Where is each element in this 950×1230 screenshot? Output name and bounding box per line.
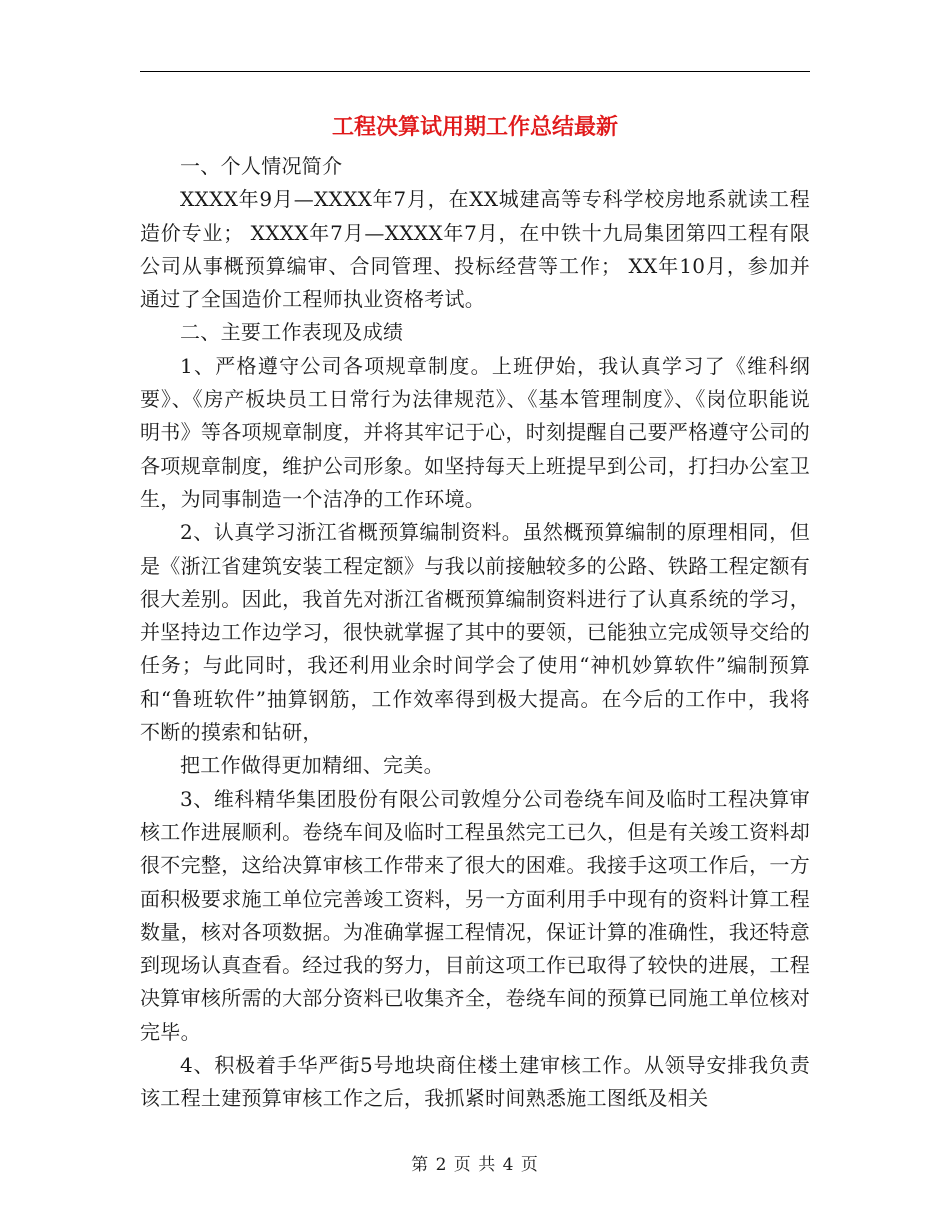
paragraph-personal-intro: XXXX年9月—XXXX年7月，在XX城建高等专科学校房地系就读工程造价专业； XXXX年7月—XXXX年7月，在中铁十九局集团第四工程有限公司从事概预算编审、合同管理、投标经营等工作； XX年10月，参加并通过了全国造价工程师执业资格考试。	[140, 187, 811, 312]
section-heading-performance: 二、主要工作表现及成绩	[180, 320, 404, 345]
page-number-footer: 第 2 页 共 4 页	[411, 1155, 539, 1175]
paragraph-item-2: 2、认真学习浙江省概预算编制资料。虽然概预算编制的原理相同，但是《浙江省建筑安装工程定额》与我以前接触较多的公路、铁路工程定额有很大差别。因此，我首先对浙江省概预算编制资料进行了认真系统的学习，并坚持边工作边学习，很快就掌握了其中的要领，已能独立完成领导交给的任务；与此同时，我还利用业余时间学会了使用“神机妙算软件”编制预算和“鲁班软件”抽算钢筋，工作效率得到极大提高。在今后的工作中，我将不断的摸索和钻研，	[140, 520, 810, 745]
paragraph-item-1: 1、严格遵守公司各项规章制度。上班伊始，我认真学习了《维科纲要》、《房产板块员工日常行为法律规范》、《基本管理制度》、《岗位职能说明书》等各项规章制度，并将其牢记于心，时刻提醒自己要严格遵守公司的各项规章制度，维护公司形象。如坚持每天上班提早到公司，打扫办公室卫生，为同事制造一个洁净的工作环境。	[140, 353, 810, 511]
paragraph-item-4: 4、积极着手华严街5号地块商住楼土建审核工作。从领导安排我负责该工程土建预算审核工作之后，我抓紧时间熟悉施工图纸及相关	[140, 1053, 810, 1111]
document-title: 工程决算试用期工作总结最新	[331, 114, 618, 140]
section-heading-personal: 一、个人情况简介	[180, 154, 343, 178]
paragraph-item-3: 3、维科精华集团股份有限公司敦煌分公司卷绕车间及临时工程决算审核工作进展顺利。卷绕车间及临时工程虽然完工已久，但是有关竣工资料却很不完整，这给决算审核工作带来了很大的困难。我接手这项工作后，一方面积极要求施工单位完善竣工资料，另一方面利用手中现有的资料计算工程数量，核对各项数据。为准确掌握工程情况，保证计算的准确性，我还特意到现场认真查看。经过我的努力，目前这项工作已取得了较快的进展，工程决算审核所需的大部分资料已收集齐全，卷绕车间的预算已同施工单位核对完毕。	[140, 786, 810, 1044]
paragraph-item-2-continued: 把工作做得更加精细、完美。	[180, 753, 444, 778]
header-rule	[140, 71, 810, 72]
document-body	[140, 150, 810, 1116]
